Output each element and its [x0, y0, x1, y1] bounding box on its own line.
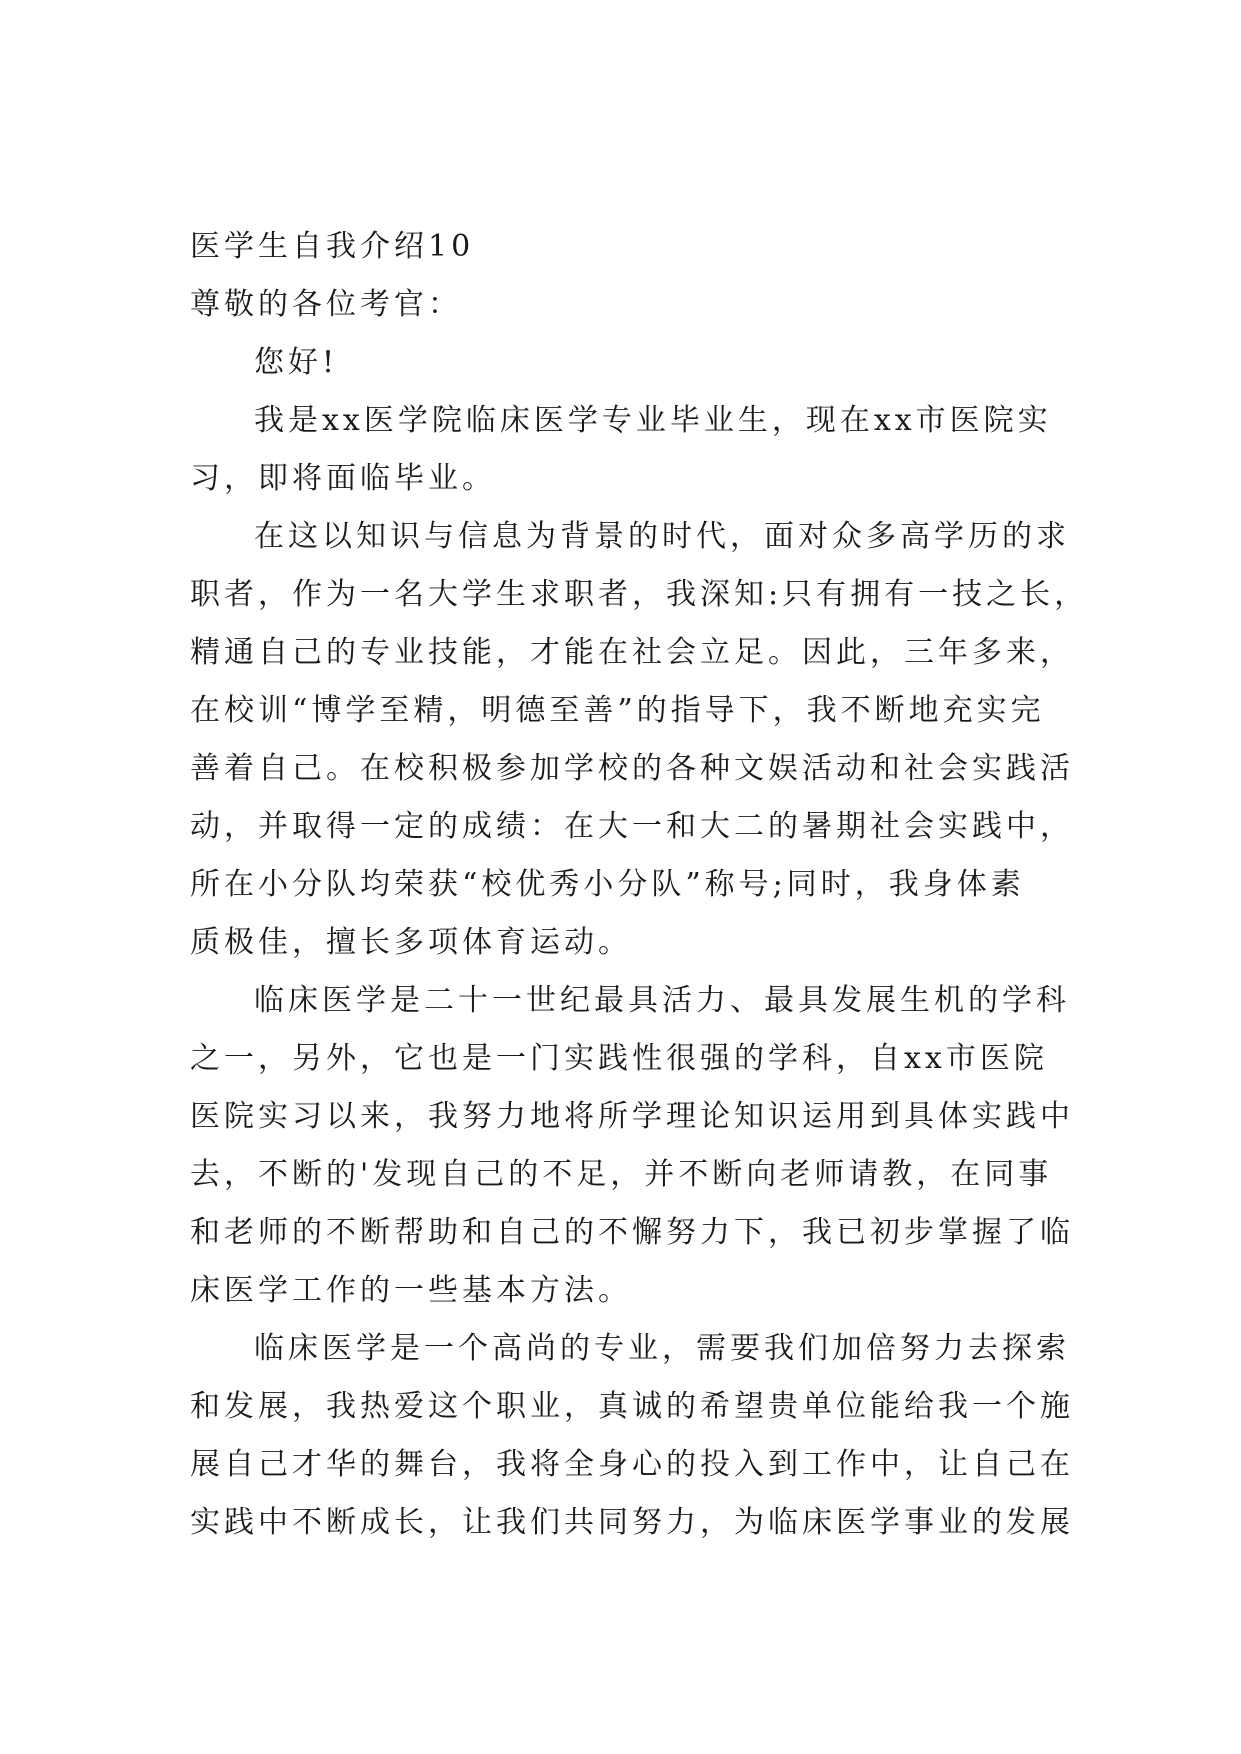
paragraph-line: 在这以知识与信息为背景的时代，面对众多高学历的求 — [254, 519, 1070, 554]
document-title: 医学生自我介绍10 — [190, 229, 475, 264]
paragraph-line: 我是xx医学院临床医学专业毕业生，现在xx市医院实 — [254, 403, 1052, 438]
paragraph-line: 临床医学是一个高尚的专业，需要我们加倍努力去探索 — [254, 1331, 1070, 1366]
document-page — [190, 218, 1089, 1552]
paragraph-line: 动，并取得一定的成绩：在大一和大二的暑期社会实践中， — [190, 809, 1074, 844]
paragraph-line: 去，不断的'发现自己的不足，并不断向老师请教，在同事 — [190, 1157, 1053, 1192]
paragraph-line: 之一，另外，它也是一门实践性很强的学科，自xx市医院 — [190, 1041, 1048, 1076]
paragraph-line: 临床医学是二十一世纪最具活力、最具发展生机的学科 — [254, 983, 1070, 1018]
paragraph-line: 和发展，我热爱这个职业，真诚的希望贵单位能给我一个施 — [190, 1389, 1074, 1424]
paragraph-line: 精通自己的专业技能，才能在社会立足。因此，三年多来， — [190, 635, 1074, 670]
paragraph-line: 实践中不断成长，让我们共同努力，为临床医学事业的发展 — [190, 1505, 1074, 1540]
paragraph-line: 习，即将面临毕业。 — [190, 461, 496, 496]
salutation: 尊敬的各位考官： — [190, 287, 462, 322]
paragraph-line: 医院实习以来，我努力地将所学理论知识运用到具体实践中 — [190, 1099, 1074, 1134]
paragraph-line: 展自己才华的舞台，我将全身心的投入到工作中，让自己在 — [190, 1447, 1074, 1482]
paragraph-line: 所在小分队均荣获“校优秀小分队”称号;同时，我身体素 — [190, 867, 1025, 902]
paragraph-line: 床医学工作的一些基本方法。 — [190, 1273, 632, 1308]
paragraph-line: 和老师的不断帮助和自己的不懈努力下，我已初步掌握了临 — [190, 1215, 1074, 1250]
paragraph-line: 职者，作为一名大学生求职者，我深知:只有拥有一技之长， — [190, 577, 1089, 612]
paragraph-line: 在校训“博学至精，明德至善”的指导下，我不断地充实完 — [190, 693, 1045, 728]
paragraph-line: 质极佳，擅长多项体育运动。 — [190, 925, 632, 960]
paragraph-line: 善着自己。在校积极参加学校的各种文娱活动和社会实践活 — [190, 751, 1074, 786]
greeting: 您好! — [254, 345, 339, 380]
